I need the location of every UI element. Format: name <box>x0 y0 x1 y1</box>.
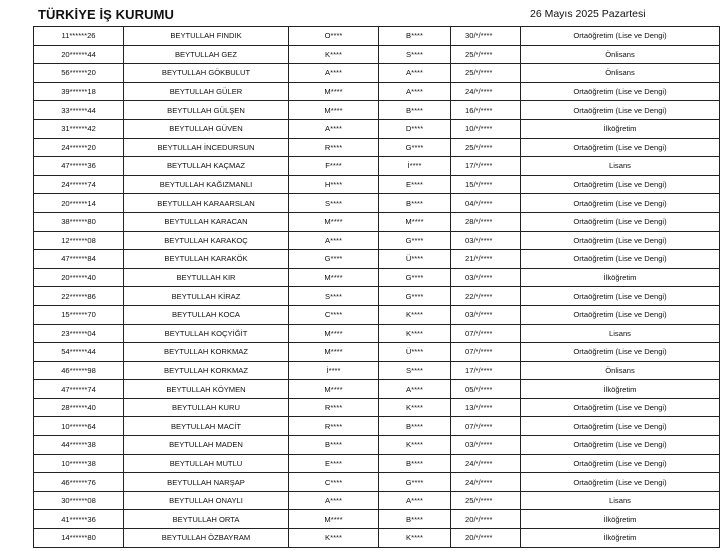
id-cell: 39******18 <box>34 82 124 101</box>
mother-initial-cell: S**** <box>379 361 451 380</box>
id-cell: 20******14 <box>34 194 124 213</box>
id-cell: 47******84 <box>34 250 124 269</box>
education-cell: Ortaöğretim (Lise ve Dengi) <box>521 138 720 157</box>
birth-date-cell: 03/*/**** <box>451 268 521 287</box>
father-initial-cell: C**** <box>289 305 379 324</box>
birth-date-cell: 03/*/**** <box>451 231 521 250</box>
birth-date-cell: 30/*/**** <box>451 27 521 46</box>
father-initial-cell: C**** <box>289 473 379 492</box>
father-initial-cell: R**** <box>289 138 379 157</box>
father-initial-cell: O**** <box>289 27 379 46</box>
father-initial-cell: R**** <box>289 398 379 417</box>
mother-initial-cell: A**** <box>379 64 451 83</box>
table-row <box>34 529 720 548</box>
father-initial-cell: K**** <box>289 529 379 548</box>
table-row <box>34 45 720 64</box>
table-row <box>34 157 720 176</box>
mother-initial-cell: G**** <box>379 138 451 157</box>
id-cell: 56******20 <box>34 64 124 83</box>
education-cell: İlköğretim <box>521 268 720 287</box>
table-row <box>34 380 720 399</box>
birth-date-cell: 25/*/**** <box>451 491 521 510</box>
table-row <box>34 454 720 473</box>
name-cell: BEYTULLAH MADEN <box>124 436 289 455</box>
education-cell: Ortaöğretim (Lise ve Dengi) <box>521 250 720 269</box>
father-initial-cell: S**** <box>289 194 379 213</box>
education-cell: Ortaöğretim (Lise ve Dengi) <box>521 27 720 46</box>
education-cell: İlköğretim <box>521 510 720 529</box>
father-initial-cell: M**** <box>289 268 379 287</box>
mother-initial-cell: S**** <box>379 45 451 64</box>
table-row <box>34 119 720 138</box>
father-initial-cell: F**** <box>289 157 379 176</box>
education-cell: Ortaöğretim (Lise ve Dengi) <box>521 82 720 101</box>
name-cell: BEYTULLAH KOCA <box>124 305 289 324</box>
father-initial-cell: İ**** <box>289 361 379 380</box>
table-row <box>34 138 720 157</box>
education-cell: Lisans <box>521 157 720 176</box>
mother-initial-cell: A**** <box>379 491 451 510</box>
records-table <box>33 26 720 548</box>
birth-date-cell: 17/*/**** <box>451 361 521 380</box>
mother-initial-cell: D**** <box>379 119 451 138</box>
father-initial-cell: M**** <box>289 324 379 343</box>
father-initial-cell: K**** <box>289 45 379 64</box>
table-row <box>34 361 720 380</box>
name-cell: BEYTULLAH KURU <box>124 398 289 417</box>
table-row <box>34 510 720 529</box>
birth-date-cell: 15/*/**** <box>451 175 521 194</box>
name-cell: BEYTULLAH GÜLŞEN <box>124 101 289 120</box>
id-cell: 46******76 <box>34 473 124 492</box>
mother-initial-cell: A**** <box>379 380 451 399</box>
birth-date-cell: 21/*/**** <box>451 250 521 269</box>
birth-date-cell: 24/*/**** <box>451 473 521 492</box>
id-cell: 44******38 <box>34 436 124 455</box>
education-cell: Ortaöğretim (Lise ve Dengi) <box>521 231 720 250</box>
mother-initial-cell: İ**** <box>379 157 451 176</box>
table-row <box>34 82 720 101</box>
birth-date-cell: 10/*/**** <box>451 119 521 138</box>
education-cell: Ortaöğretim (Lise ve Dengi) <box>521 417 720 436</box>
education-cell: Ortaöğretim (Lise ve Dengi) <box>521 175 720 194</box>
records-table-body <box>34 27 720 548</box>
birth-date-cell: 04/*/**** <box>451 194 521 213</box>
mother-initial-cell: K**** <box>379 436 451 455</box>
father-initial-cell: M**** <box>289 101 379 120</box>
id-cell: 47******36 <box>34 157 124 176</box>
id-cell: 38******80 <box>34 212 124 231</box>
id-cell: 15******70 <box>34 305 124 324</box>
birth-date-cell: 25/*/**** <box>451 64 521 83</box>
name-cell: BEYTULLAH MUTLU <box>124 454 289 473</box>
mother-initial-cell: B**** <box>379 510 451 529</box>
name-cell: BEYTULLAH KIR <box>124 268 289 287</box>
name-cell: BEYTULLAH KORKMAZ <box>124 361 289 380</box>
name-cell: BEYTULLAH KARACAN <box>124 212 289 231</box>
mother-initial-cell: G**** <box>379 287 451 306</box>
document-date: 26 Mayıs 2025 Pazartesi <box>530 8 646 20</box>
mother-initial-cell: E**** <box>379 175 451 194</box>
birth-date-cell: 07/*/**** <box>451 324 521 343</box>
table-row <box>34 231 720 250</box>
education-cell: Ortaöğretim (Lise ve Dengi) <box>521 212 720 231</box>
education-cell: Ortaöğretim (Lise ve Dengi) <box>521 473 720 492</box>
id-cell: 33******44 <box>34 101 124 120</box>
name-cell: BEYTULLAH ORTA <box>124 510 289 529</box>
table-row <box>34 250 720 269</box>
name-cell: BEYTULLAH KÖYMEN <box>124 380 289 399</box>
mother-initial-cell: K**** <box>379 529 451 548</box>
mother-initial-cell: B**** <box>379 194 451 213</box>
table-row <box>34 287 720 306</box>
education-cell: Önlisans <box>521 45 720 64</box>
id-cell: 22******86 <box>34 287 124 306</box>
table-row <box>34 343 720 362</box>
birth-date-cell: 28/*/**** <box>451 212 521 231</box>
education-cell: Önlisans <box>521 361 720 380</box>
mother-initial-cell: M**** <box>379 212 451 231</box>
father-initial-cell: S**** <box>289 287 379 306</box>
birth-date-cell: 03/*/**** <box>451 436 521 455</box>
id-cell: 31******42 <box>34 119 124 138</box>
mother-initial-cell: B**** <box>379 454 451 473</box>
table-row <box>34 491 720 510</box>
table-row <box>34 194 720 213</box>
name-cell: BEYTULLAH KİRAZ <box>124 287 289 306</box>
organization-title: TÜRKİYE İŞ KURUMU <box>38 7 175 22</box>
name-cell: BEYTULLAH GÜLER <box>124 82 289 101</box>
mother-initial-cell: G**** <box>379 268 451 287</box>
table-row <box>34 305 720 324</box>
id-cell: 24******74 <box>34 175 124 194</box>
mother-initial-cell: G**** <box>379 473 451 492</box>
father-initial-cell: M**** <box>289 510 379 529</box>
education-cell: İlköğretim <box>521 119 720 138</box>
mother-initial-cell: G**** <box>379 231 451 250</box>
birth-date-cell: 24/*/**** <box>451 454 521 473</box>
father-initial-cell: A**** <box>289 64 379 83</box>
id-cell: 10******64 <box>34 417 124 436</box>
mother-initial-cell: K**** <box>379 398 451 417</box>
birth-date-cell: 07/*/**** <box>451 343 521 362</box>
father-initial-cell: A**** <box>289 491 379 510</box>
mother-initial-cell: Ü**** <box>379 343 451 362</box>
mother-initial-cell: B**** <box>379 101 451 120</box>
id-cell: 41******36 <box>34 510 124 529</box>
name-cell: BEYTULLAH KAÇMAZ <box>124 157 289 176</box>
birth-date-cell: 20/*/**** <box>451 529 521 548</box>
table-row <box>34 473 720 492</box>
birth-date-cell: 16/*/**** <box>451 101 521 120</box>
name-cell: BEYTULLAH KAĞIZMANLI <box>124 175 289 194</box>
father-initial-cell: M**** <box>289 380 379 399</box>
birth-date-cell: 25/*/**** <box>451 45 521 64</box>
id-cell: 46******98 <box>34 361 124 380</box>
education-cell: Ortaöğretim (Lise ve Dengi) <box>521 287 720 306</box>
education-cell: Önlisans <box>521 64 720 83</box>
father-initial-cell: G**** <box>289 250 379 269</box>
name-cell: BEYTULLAH FINDIK <box>124 27 289 46</box>
mother-initial-cell: B**** <box>379 417 451 436</box>
table-row <box>34 436 720 455</box>
mother-initial-cell: K**** <box>379 324 451 343</box>
name-cell: BEYTULLAH KARAKOÇ <box>124 231 289 250</box>
table-row <box>34 212 720 231</box>
table-row <box>34 27 720 46</box>
birth-date-cell: 07/*/**** <box>451 417 521 436</box>
father-initial-cell: A**** <box>289 231 379 250</box>
id-cell: 47******74 <box>34 380 124 399</box>
table-row <box>34 398 720 417</box>
mother-initial-cell: A**** <box>379 82 451 101</box>
father-initial-cell: H**** <box>289 175 379 194</box>
education-cell: İlköğretim <box>521 380 720 399</box>
name-cell: BEYTULLAH GÜVEN <box>124 119 289 138</box>
mother-initial-cell: K**** <box>379 305 451 324</box>
birth-date-cell: 03/*/**** <box>451 305 521 324</box>
name-cell: BEYTULLAH GEZ <box>124 45 289 64</box>
id-cell: 11******26 <box>34 27 124 46</box>
name-cell: BEYTULLAH İNCEDURSUN <box>124 138 289 157</box>
father-initial-cell: A**** <box>289 119 379 138</box>
table-row <box>34 64 720 83</box>
table-row <box>34 268 720 287</box>
name-cell: BEYTULLAH NARŞAP <box>124 473 289 492</box>
birth-date-cell: 22/*/**** <box>451 287 521 306</box>
education-cell: İlköğretim <box>521 529 720 548</box>
name-cell: BEYTULLAH KARAARSLAN <box>124 194 289 213</box>
education-cell: Lisans <box>521 491 720 510</box>
birth-date-cell: 05/*/**** <box>451 380 521 399</box>
birth-date-cell: 20/*/**** <box>451 510 521 529</box>
id-cell: 20******40 <box>34 268 124 287</box>
father-initial-cell: E**** <box>289 454 379 473</box>
education-cell: Ortaöğretim (Lise ve Dengi) <box>521 398 720 417</box>
id-cell: 14******80 <box>34 529 124 548</box>
father-initial-cell: R**** <box>289 417 379 436</box>
table-row <box>34 324 720 343</box>
name-cell: BEYTULLAH KOÇYİĞİT <box>124 324 289 343</box>
birth-date-cell: 13/*/**** <box>451 398 521 417</box>
id-cell: 10******38 <box>34 454 124 473</box>
id-cell: 12******08 <box>34 231 124 250</box>
id-cell: 20******44 <box>34 45 124 64</box>
father-initial-cell: M**** <box>289 212 379 231</box>
table-row <box>34 101 720 120</box>
name-cell: BEYTULLAH KORKMAZ <box>124 343 289 362</box>
id-cell: 23******04 <box>34 324 124 343</box>
mother-initial-cell: B**** <box>379 27 451 46</box>
id-cell: 28******40 <box>34 398 124 417</box>
table-row <box>34 417 720 436</box>
table-row <box>34 175 720 194</box>
father-initial-cell: M**** <box>289 343 379 362</box>
father-initial-cell: M**** <box>289 82 379 101</box>
name-cell: BEYTULLAH ONAYLI <box>124 491 289 510</box>
name-cell: BEYTULLAH MACİT <box>124 417 289 436</box>
mother-initial-cell: Ü**** <box>379 250 451 269</box>
birth-date-cell: 25/*/**** <box>451 138 521 157</box>
name-cell: BEYTULLAH GÖKBULUT <box>124 64 289 83</box>
education-cell: Ortaöğretim (Lise ve Dengi) <box>521 194 720 213</box>
education-cell: Lisans <box>521 324 720 343</box>
father-initial-cell: B**** <box>289 436 379 455</box>
birth-date-cell: 17/*/**** <box>451 157 521 176</box>
name-cell: BEYTULLAH ÖZBAYRAM <box>124 529 289 548</box>
education-cell: Ortaöğretim (Lise ve Dengi) <box>521 454 720 473</box>
education-cell: Ortaöğretim (Lise ve Dengi) <box>521 305 720 324</box>
name-cell: BEYTULLAH KARAKÖK <box>124 250 289 269</box>
education-cell: Ortaöğretim (Lise ve Dengi) <box>521 343 720 362</box>
id-cell: 54******44 <box>34 343 124 362</box>
id-cell: 24******20 <box>34 138 124 157</box>
education-cell: Ortaöğretim (Lise ve Dengi) <box>521 436 720 455</box>
birth-date-cell: 24/*/**** <box>451 82 521 101</box>
id-cell: 30******08 <box>34 491 124 510</box>
education-cell: Ortaöğretim (Lise ve Dengi) <box>521 101 720 120</box>
